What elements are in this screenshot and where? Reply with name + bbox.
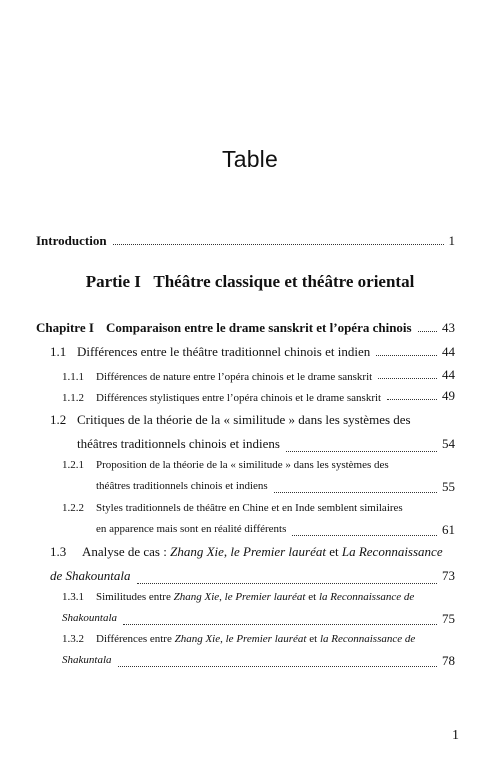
page-number: 44 [442,344,455,359]
toc-entry-1-3-1[interactable] [62,587,455,629]
title-text: Similitudes entre [96,591,174,603]
chapter-title: Comparaison entre le drame sanskrit et l’opéra chinois [106,320,412,335]
title-sep: , [223,544,231,559]
toc-entry-1-3[interactable] [50,540,455,588]
entry-line-1 [62,587,455,608]
toc-entry-chapter-1[interactable] [36,320,455,336]
toc-entry-1-2-2[interactable] [62,498,455,540]
dot-leader [118,666,438,667]
entry-line-1 [62,455,455,476]
section-title-line-2: en apparence mais sont en réalité différents [96,523,287,535]
toc-entry-label: Introduction [36,233,107,248]
section-title-line-2: théâtres traditionnels chinois et indiens [96,480,268,492]
entry-line-2 [50,432,455,456]
entry-line-1 [50,540,455,564]
title-sep: , [219,591,225,603]
section-title-line-1: Styles traditionnels de théâtre en Chine et en Inde semblent similaires [96,502,403,514]
toc-entry-1-1-2[interactable] [62,388,455,404]
page-number: 49 [442,388,455,403]
work-title-reconnaissance: la Reconnaissance de [318,591,415,603]
work-title-reconnaissance: La Reconnaissance [341,544,443,559]
section-number: 1.3.2 [62,633,84,645]
dot-leader [123,624,437,625]
entry-line-2 [62,519,455,540]
part-heading [0,272,500,292]
title-sep: , [220,633,226,645]
section-title-line-2: théâtres traditionnels chinois et indiens [77,436,280,451]
section-number: 1.1.1 [62,371,84,383]
entry-line-1 [50,408,455,432]
part-title: Théâtre classique et théâtre oriental [153,272,415,291]
chapter-label: Chapitre I [36,320,94,335]
page-number: 78 [442,653,455,668]
section-title-line-1: Critiques de la théorie de la « similitude » dans les systèmes des [77,412,411,427]
page-number: 1 [448,233,455,248]
entry-line-2 [50,564,455,588]
page-title: Table [222,146,278,172]
dot-leader [286,451,437,452]
section-number: 1.3 [50,544,67,559]
section-number: 1.3.1 [62,591,84,603]
toc-entry-1-1-1[interactable] [62,367,455,383]
work-title-reconnaissance: la Reconnaissance de [319,633,416,645]
toc-entry-1-3-2[interactable] [62,629,455,671]
dot-leader [376,355,437,356]
toc-entry-1-2[interactable] [50,408,455,456]
part-label: Partie I [85,272,141,291]
title-conj: et [325,544,342,559]
section-title-line-1: Proposition de la théorie de la « similitude » dans les systèmes des [96,459,389,471]
section-number: 1.2.2 [62,502,84,514]
page-number: 61 [442,522,455,537]
page-folio: 1 [452,728,459,743]
toc-entry-1-1[interactable] [50,344,455,360]
entry-line-1 [62,629,455,650]
work-title-zhang-xie: Zhang Xie [170,544,224,559]
section-number: 1.2 [50,412,67,427]
title-text: Analyse de cas : [82,544,171,559]
page-number: 55 [442,479,455,494]
page-number: 43 [442,320,455,335]
toc-entry-1-2-1[interactable] [62,455,455,497]
toc-entry-introduction[interactable] [36,233,455,249]
work-title-zhang-xie: Zhang Xie [174,633,221,645]
work-title-shakountala: Shakountala [62,612,117,624]
dot-leader [387,399,437,400]
section-title: Différences de nature entre l’opéra chinois et le drame sanskrit [96,371,373,383]
work-title-zhang-xie: Zhang Xie [173,591,220,603]
dot-leader [292,535,437,536]
work-title-premier-laureat: le Premier lauréat [224,591,306,603]
entry-line-1 [62,498,455,519]
section-number: 1.2.1 [62,459,84,471]
title-text: Différences entre [96,633,175,645]
page-number: 54 [442,436,455,451]
dot-leader [113,244,444,245]
title-conj: et [306,633,320,645]
work-title-premier-laureat: le Premier lauréat [230,544,326,559]
dot-leader [418,331,437,332]
entry-line-2 [62,608,455,629]
work-title-premier-laureat: le Premier lauréat [225,633,307,645]
entry-line-2 [62,650,455,671]
page-number: 75 [442,611,455,626]
dot-leader [137,583,437,584]
dot-leader [378,378,437,379]
section-number: 1.1.2 [62,392,84,404]
section-number: 1.1 [50,344,67,359]
page-number: 73 [442,568,455,583]
work-title-shakountala: de Shakountala [50,568,131,583]
section-title: Différences entre le théâtre traditionnel chinois et indien [77,344,371,359]
work-title-shakuntala: Shakuntala [62,654,112,666]
dot-leader [274,492,437,493]
entry-line-2 [62,476,455,497]
section-title: Différences stylistiques entre l’opéra chinois et le drame sanskrit [96,392,382,404]
page-number: 44 [442,367,455,382]
title-conj: et [305,591,319,603]
